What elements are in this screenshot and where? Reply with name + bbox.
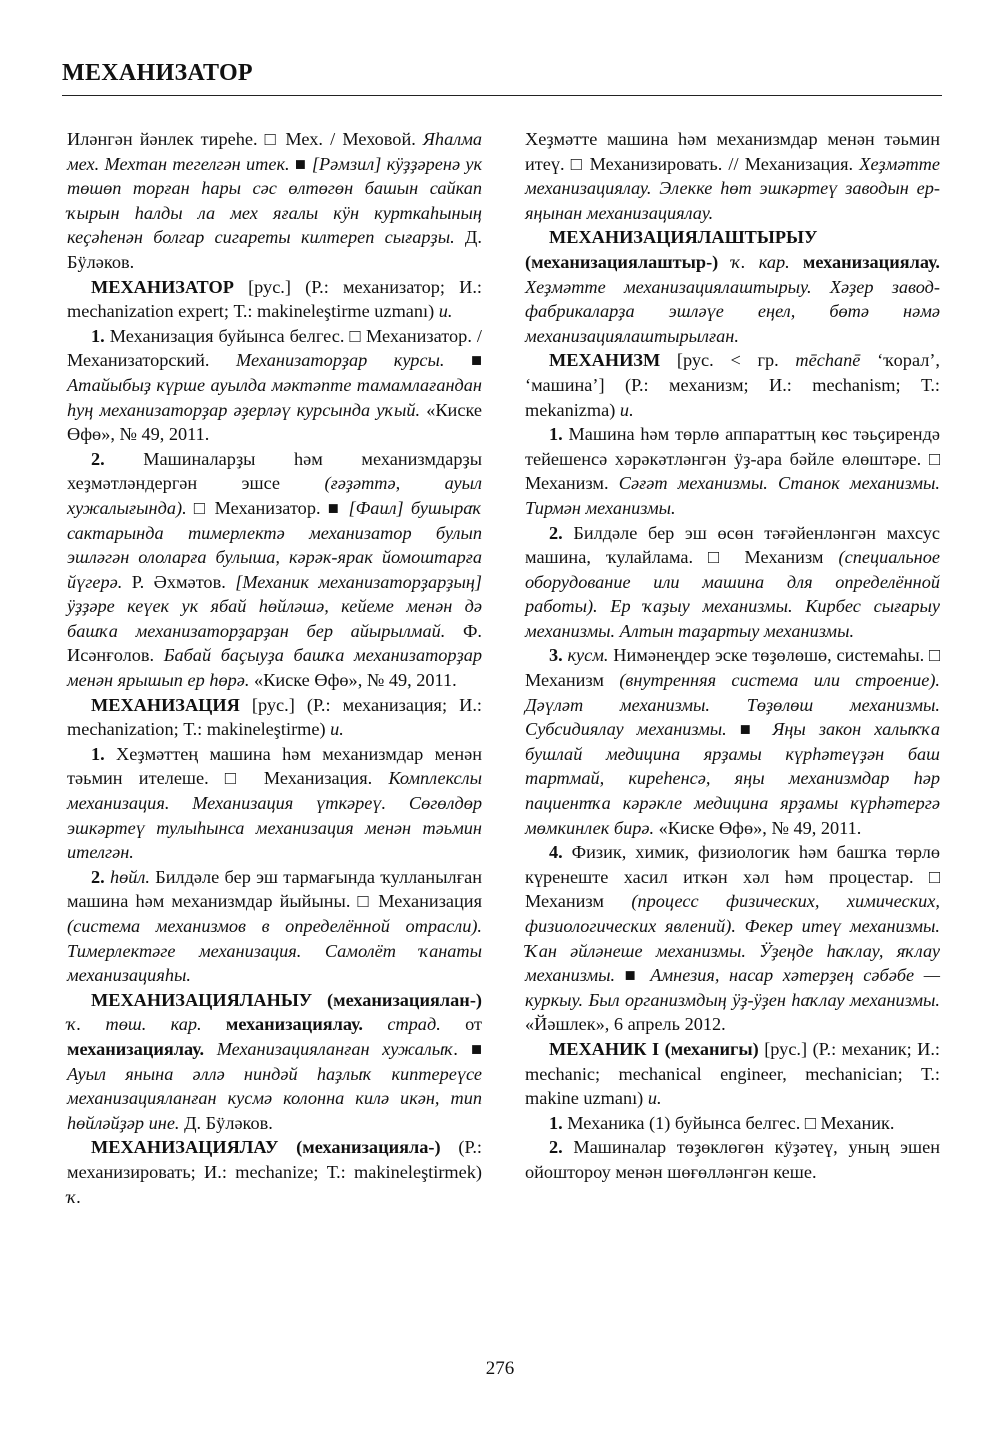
text-run: «Киске Өфө», № 49, 2011. xyxy=(654,817,862,838)
italic-text: Амнезия, насар хәтерҙең сәбәбе — куркыу. Был организмдың ӱҙ-ӱҙен һаҡлау механизмы. xyxy=(525,965,940,1010)
italic-text: [Механик механизаторҙарҙың] ӱҙҙәре кеүек ук ябай һөйләшә, кейеме менән дә башҡа механизаторҙарҙан бер айырылмай. xyxy=(67,571,483,641)
dictionary-paragraph xyxy=(525,643,940,840)
headword: МЕХАНИЗМ xyxy=(549,350,661,371)
italic-text: (процесс физических, химических, физиологических явлений). Фекер итеү механизмы. Ҡан әйләнеше механизмы. Ӱҙеңде һаҡлау, яҡлау механизмы. xyxy=(525,891,940,986)
text-run xyxy=(202,1014,226,1034)
dictionary-paragraph xyxy=(525,422,940,520)
dictionary-paragraph xyxy=(67,447,482,693)
headword: 1. xyxy=(549,424,563,445)
dictionary-paragraph xyxy=(67,127,482,275)
italic-text: ҡ. төш. кар. xyxy=(67,1014,202,1035)
text-run: Билдәле бер эш өсөн тәғәйенләнгән махсус машина, ҡулайлама. □ Механизм xyxy=(525,522,940,568)
headword: механизациялау. xyxy=(802,251,940,272)
italic-text: [Рәмзил] кӱҙҙәренә ук төшөп торған һары сәс өлтөгөн башын сайкап ҡырын һалды ла мех яғалы кӱн курткаһының кеҫәһенән болгар сигареты килтереп сығарҙы. xyxy=(67,153,482,248)
text-run: Д. Бӱләков. xyxy=(67,227,482,272)
text-run: Нимәнеңдер эске төҙөлөшө, системаһы. □ Механизм xyxy=(525,645,940,691)
text-run: ■ xyxy=(615,965,651,986)
headword: 1. xyxy=(91,743,105,764)
text-run: [рус.] (Р.: механизация; И.: mechanization; Т.: makineleştirme) xyxy=(67,694,482,740)
italic-text: и. xyxy=(647,1088,662,1109)
text-run: [рус.] (Р.: механизатор; И.: mechanization expert; Т.: makineleştirme uzmanı) xyxy=(67,276,482,322)
italic-text: (специальное оборудование или машина для определённой работы). Ер ҡаҙыу механизмы. Кирбес сығарыу механизмы. Алтын таҙартыу механизмы. xyxy=(525,547,940,641)
italic-text: Яңы закон халыҡҡа бушлай медицина ярҙамы күрһәтеүҙән баш тартмай, киреһенсә, яңы механизмдар һәр пациентҡа кәрәкле медицина ярҙамы күрһәтергә мөмкинлек бирә. xyxy=(525,719,941,838)
text-run: Механизация буйынса белгес. □ Механизатор. / Механизаторский. xyxy=(67,325,482,371)
running-head: МЕХАНИЗАТОР xyxy=(62,60,253,86)
text-run: Машиналар төҙөклөгөн кӱҙәтеү, уның эшен ойоштороу менән шөғөлләнгән кеше. xyxy=(525,1137,940,1182)
dictionary-paragraph xyxy=(525,521,940,644)
italic-text: һөйл. xyxy=(109,866,150,887)
dictionary-paragraph xyxy=(67,988,482,1136)
headword: МЕХАНИЗАЦИЯЛАУ (механизациялa-) xyxy=(91,1137,441,1158)
dictionary-paragraph xyxy=(525,1135,940,1184)
italic-text: (внутренняя система или строение). Дәүләт механизмы. Төҙөлөш механизмы. Субсидиялау механизмы. xyxy=(525,670,940,740)
text-run: Билдәле бер эш тармағында ҡулланылған машина һәм механизмдар йыйыны. □ Механизация xyxy=(67,866,482,912)
italic-text: и. xyxy=(438,301,453,322)
header-rule xyxy=(62,95,942,96)
text-run: ■ xyxy=(726,719,773,740)
italic-text: Яһалма мех. Мехтан тегелгән итек. xyxy=(67,129,482,174)
text-run: Р. Әхмәтов. xyxy=(122,571,236,592)
italic-text: Комплекслы механизация. Механизация үткәреү. Сөгөлдөр эшкәртеү тулыһынса механизация менән тәьмин ителгән. xyxy=(67,768,482,863)
headword: механизациялау. xyxy=(67,1038,205,1059)
text-run: Физик, химик, физиологик һәм башҡа төрлө күренеште хасил иткән хәл һәм процестар. □ Механизм xyxy=(525,842,940,912)
text-run: □ Механизатор. ■ xyxy=(186,497,349,518)
dictionary-paragraph xyxy=(67,865,482,988)
headword: 2. xyxy=(549,1137,563,1158)
italic-text: страд. xyxy=(387,1014,441,1035)
dictionary-paragraph xyxy=(67,324,482,447)
dictionary-paragraph xyxy=(525,348,940,422)
text-run: от xyxy=(440,1014,482,1035)
dictionary-paragraph xyxy=(525,1111,940,1136)
dictionary-paragraph xyxy=(67,693,482,742)
italic-text: ҡ. xyxy=(67,1186,82,1207)
italic-text: кусм. xyxy=(567,645,609,666)
text-run: Иләнгән йәнлек тиреһе. □ Мех. / Меховой. xyxy=(67,129,423,149)
italic-text: и. xyxy=(330,719,344,740)
italic-text: Сәғәт механизмы. Станок механизмы. Тирмән механизмы. xyxy=(525,473,940,518)
headword: МЕХАНИЗАЦИЯЛАНЫУ (механизациялан-) xyxy=(91,989,482,1010)
text-run: (Р.: механизировать; И.: mechanize; Т.: makineleştirmek) xyxy=(67,1137,482,1182)
italic-text: Механизаторҙар курсы. xyxy=(236,350,445,371)
italic-text: Механизацияланған хужалыҡ. xyxy=(216,1038,459,1059)
headword: МЕХАНИК I (механигы) xyxy=(549,1038,759,1059)
headword: 1. xyxy=(549,1112,563,1133)
dictionary-paragraph xyxy=(67,742,482,865)
text-run: ■ xyxy=(444,350,483,371)
right-column xyxy=(525,127,940,1185)
headword: 2. xyxy=(91,448,105,469)
page-number: 276 xyxy=(485,1358,515,1379)
left-column xyxy=(67,127,482,1209)
text-run: [рус.] (Р.: механик; И.: mechanic; mechanical engineer, mechanician; Т.: makine uzmanı) xyxy=(525,1038,940,1109)
italic-text: Ауыл янына әллә ниндәй һаҙлыҡ киптереүсе механизацияланған кусмә колонна килә икән, тип һөйләйҙәр ине. xyxy=(67,1063,482,1133)
dictionary-paragraph xyxy=(525,225,940,348)
italic-text: Бабай баҫыуҙа башҡа механизаторҙар менән ярышып ер һөрә. xyxy=(67,645,482,691)
text-run: Ф. Исәнғолов. xyxy=(67,620,482,666)
italic-text: [Фаил] бушыраҡ сактарында тимерлектә механизатор булып эшләгән ололарға булыша, кәрәк-ярак йомоштарға йүгерә. xyxy=(67,497,482,592)
text-run: Машиналарҙы һәм механизмдарҙы хеҙмәтләндергән эшсе xyxy=(67,448,482,494)
italic-text: Хеҙмәтте механизациялау. Элекке һөт эшкәртеү заводын ер-яңынан механизациялау. xyxy=(525,153,940,223)
text-run: ■ xyxy=(289,153,312,174)
italic-text: (система механизмов в определённой отрасли). Тимерлектәге механизация. Самолёт ҡанаты механизацияһы. xyxy=(67,916,482,986)
text-run: ■ xyxy=(458,1038,482,1059)
headword: МЕХАНИЗАЦИЯЛАШТЫРЫУ (механизациялаштыр-) xyxy=(525,227,818,272)
text-run: «Йәшлек», 6 апрель 2012. xyxy=(525,1014,726,1035)
text-run xyxy=(204,1039,217,1059)
dictionary-paragraph xyxy=(525,127,940,225)
text-run: «Киске Өфө», № 49, 2011. xyxy=(249,670,457,691)
text-run xyxy=(363,1014,387,1034)
italic-text: (ғәҙәттә, ауыл хужалығында). xyxy=(67,473,482,518)
text-run xyxy=(790,252,803,272)
text-run: Хеҙмәттең машина һәм механизмдар менән тәьмин ителеше. □ Механизация. xyxy=(67,743,482,789)
text-run: Машина һәм төрлө аппараттың көс тәьҫирендә тейешенсә хәрәкәтләнгән ӱҙ-ара бәйле өлөштәре. □ Механизм. xyxy=(525,424,940,494)
dictionary-paragraph xyxy=(67,1135,482,1209)
text-run: Д. Бӱләков. xyxy=(179,1112,273,1133)
text-run xyxy=(718,252,731,272)
italic-text: и. xyxy=(619,399,634,420)
text-run: «Киске Өфө», № 49, 2011. xyxy=(67,399,482,445)
headword: МЕХАНИЗАТОР xyxy=(91,276,234,297)
dictionary-paragraph xyxy=(525,1037,940,1111)
italic-text: mēchanē xyxy=(795,350,861,371)
headword: механизациялау. xyxy=(225,1014,363,1035)
dictionary-paragraph xyxy=(525,840,940,1037)
italic-text: Атайыбыҙ күрше ауылда мәктәпте тамамлағандан һуң механизаторҙар әҙерләү курсында уҡый. xyxy=(67,374,482,420)
text-run: Механика (1) буйынса белгес. □ Механик. xyxy=(562,1112,895,1133)
text-run: [рус. < гр. xyxy=(660,350,796,371)
dictionary-paragraph xyxy=(67,275,482,324)
text-run: Хеҙмәтте машина һәм механизмдар менән тәьмин итеү. □ Механизировать. // Механизация. xyxy=(525,129,940,174)
headword: 3. xyxy=(549,645,563,666)
headword: МЕХАНИЗАЦИЯ xyxy=(91,694,240,715)
headword: 4. xyxy=(549,842,563,863)
headword: 2. xyxy=(549,522,563,543)
headword: 2. xyxy=(91,866,105,887)
italic-text: Хеҙмәтте механизациялаштырыу. Хәҙер завод-фабрикаларҙа эшләүе еңел, бөтә нәмә механизациялаштырылған. xyxy=(525,276,940,346)
text-run: ‘ҡорал’, ‘машина’] (Р.: механизм; И.: mechanism; Т.: mekanizma) xyxy=(525,350,940,420)
headword: 1. xyxy=(91,325,105,346)
italic-text: ҡ. кар. xyxy=(731,251,790,272)
